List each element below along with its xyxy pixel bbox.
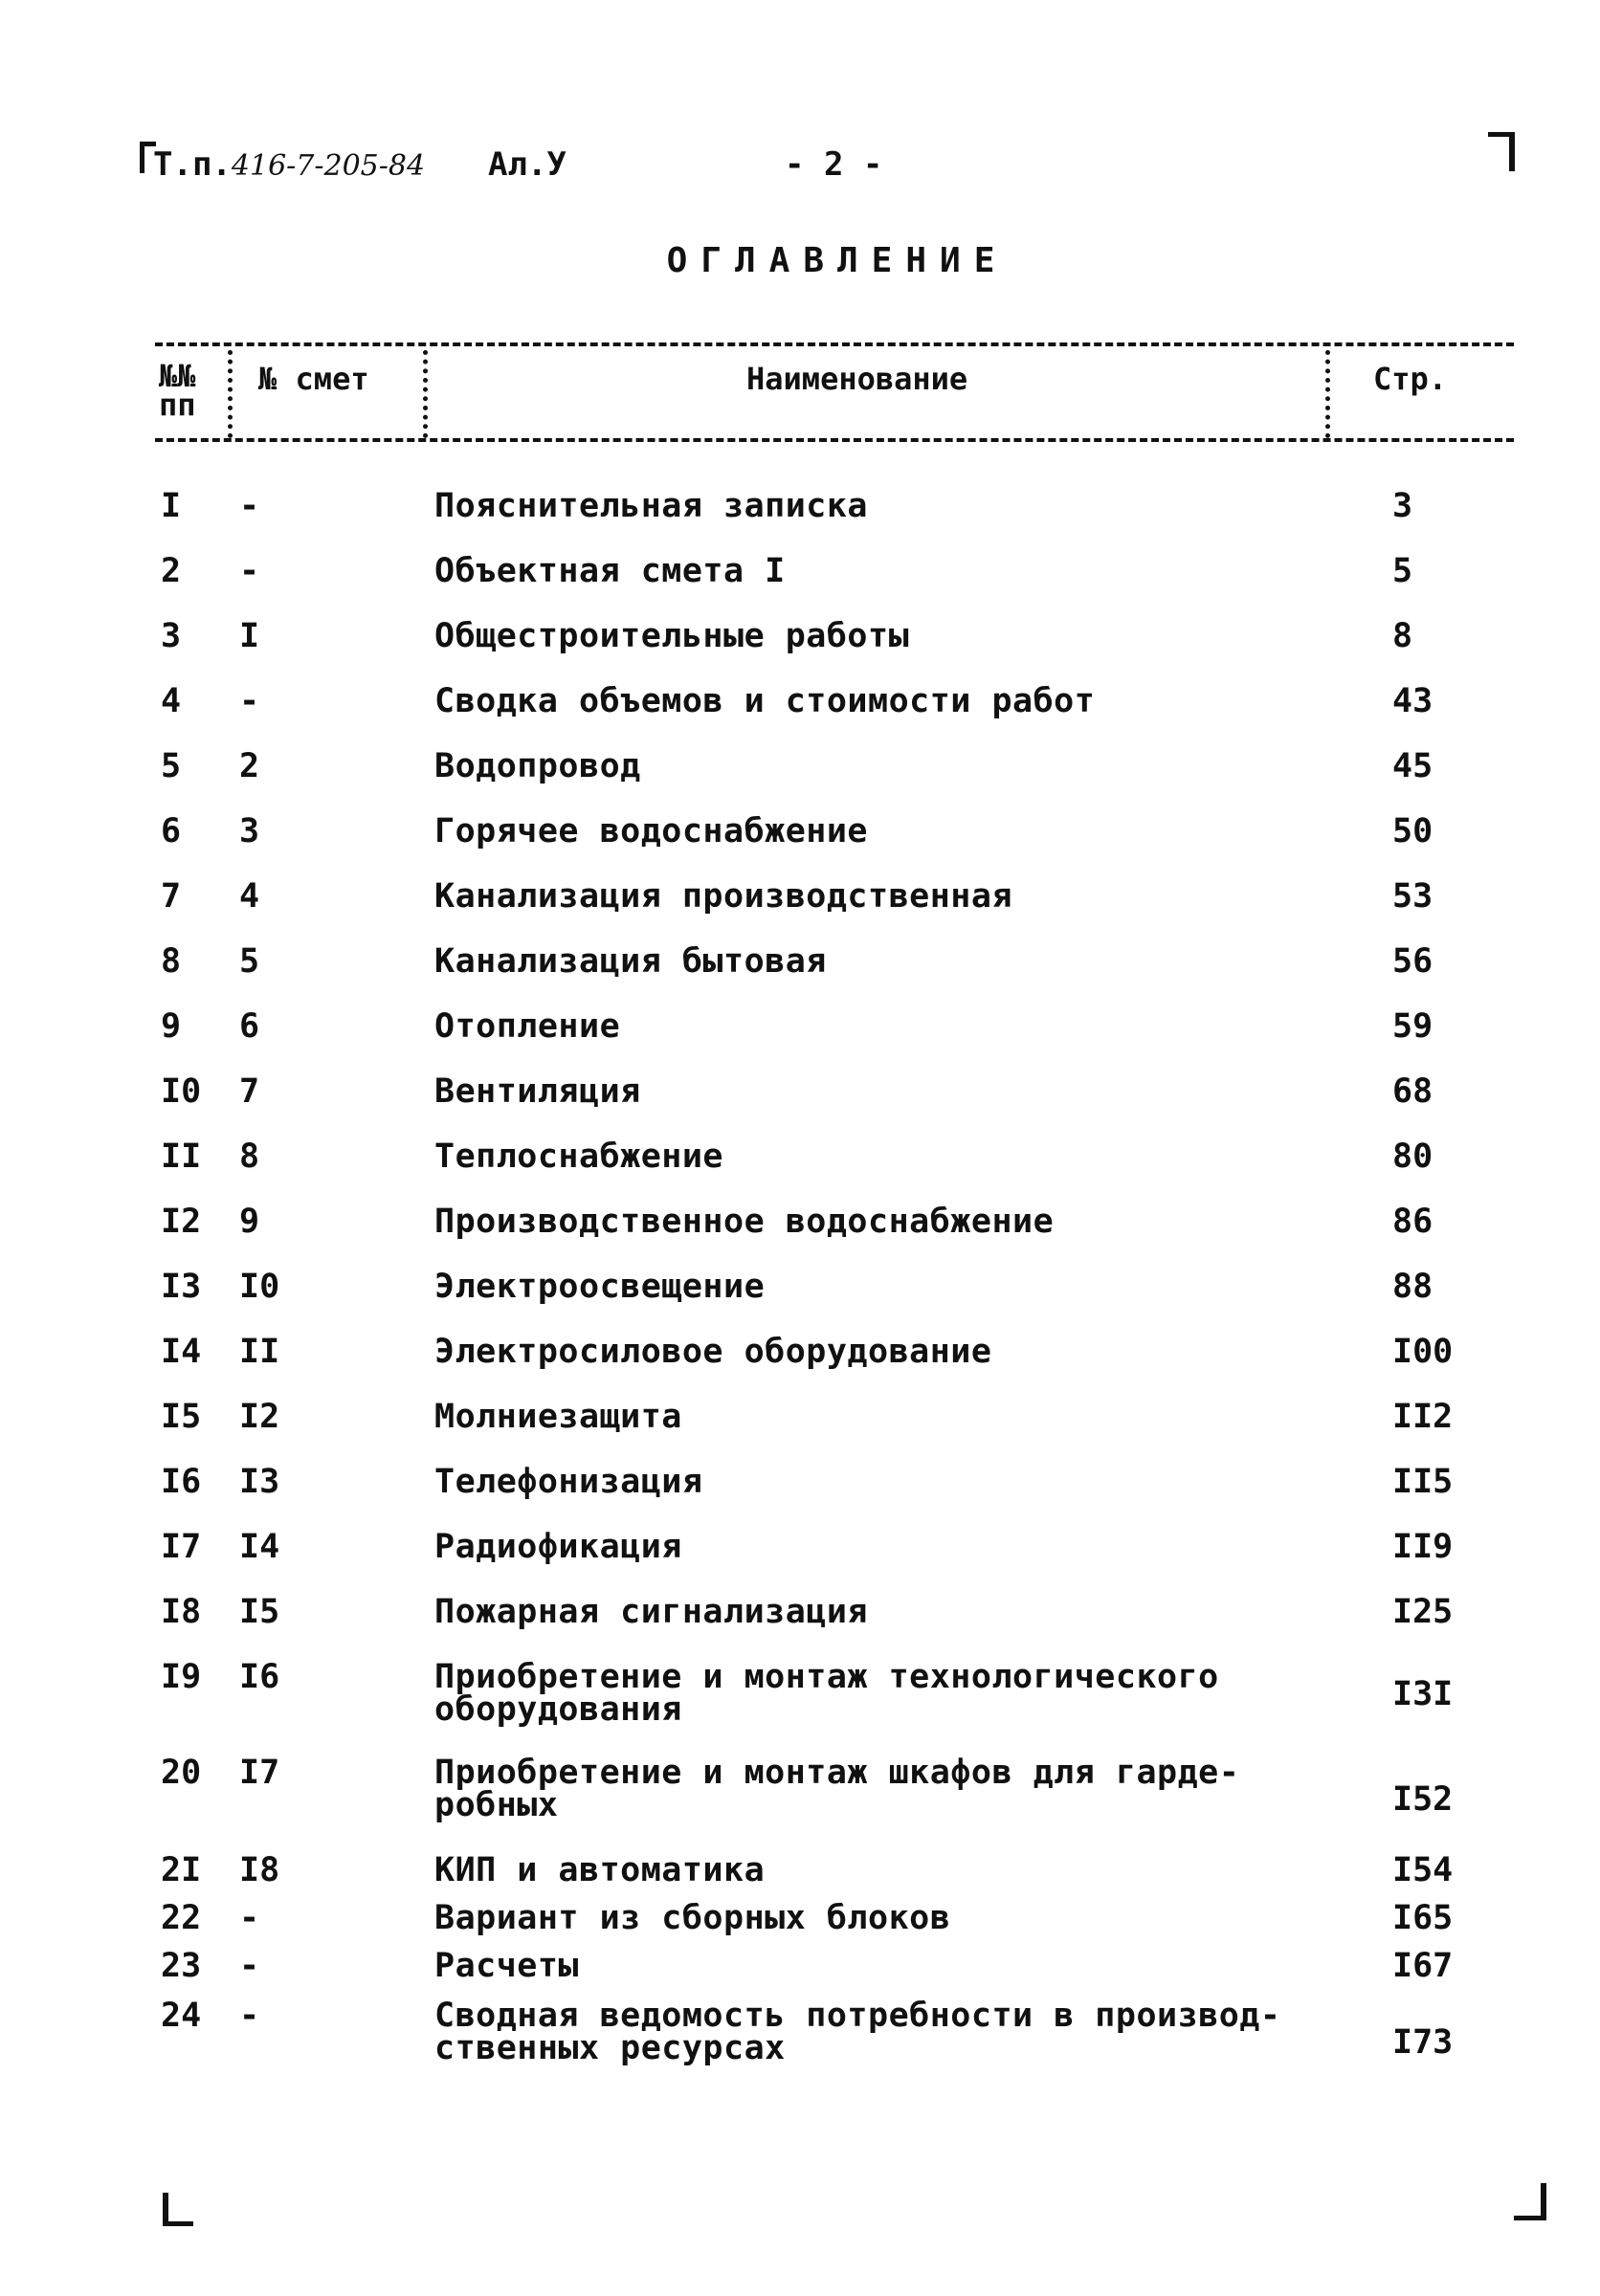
row-estimate: - [239,1899,260,1937]
row-number: 8 [161,942,182,981]
row-name: Вентиляция [434,1072,641,1111]
row-name-continuation: ственных ресурсах [434,2029,786,2067]
row-name: Пожарная сигнализация [434,1593,869,1631]
row-page: 8 [1392,617,1413,655]
row-page: I00 [1392,1333,1454,1371]
column-header-page: Стр. [1373,361,1448,397]
row-page: I65 [1392,1899,1454,1937]
row-name: Водопровод [434,747,641,785]
row-number: 2I [161,1851,202,1889]
row-page: I67 [1392,1947,1454,1985]
row-number: I9 [161,1658,202,1696]
row-estimate: I3 [239,1463,280,1501]
column-divider-1 [228,350,233,438]
row-page: I73 [1392,2023,1454,2062]
page-title: ОГЛАВЛЕНИЕ [666,241,1009,280]
row-page: 59 [1392,1007,1433,1046]
row-page: II9 [1392,1528,1454,1566]
row-number: II [161,1137,202,1176]
row-estimate: 3 [239,812,260,850]
row-name: Сводная ведомость потребности в производ- [434,1997,1281,2035]
table-header-bottom-border [155,438,1514,442]
row-name: Объектная смета I [434,552,786,590]
row-name: Сводка объемов и стоимости работ [434,682,1096,720]
row-page: I54 [1392,1851,1454,1889]
corner-mark-bottom-left [163,2193,193,2226]
document-code [153,144,425,186]
corner-mark-top-right [1488,132,1515,171]
row-name: КИП и автоматика [434,1851,766,1889]
row-name-continuation: робных [434,1786,559,1824]
row-number: I7 [161,1528,202,1566]
row-number: 7 [161,877,182,916]
row-estimate: 9 [239,1203,260,1241]
row-name: Расчеты [434,1947,580,1985]
album-label: Ал.У [488,145,567,184]
corner-mark-bottom-right [1514,2183,1546,2220]
row-page: I3I [1392,1675,1454,1713]
row-number: I [161,487,182,525]
row-name: Горячее водоснабжение [434,812,869,850]
row-page: 43 [1392,682,1433,720]
row-page: I52 [1392,1780,1454,1819]
row-page: 80 [1392,1137,1433,1176]
row-estimate: I [239,617,260,655]
row-number: I2 [161,1203,202,1241]
row-number: I4 [161,1333,202,1371]
row-number: I6 [161,1463,202,1501]
row-number: I0 [161,1072,202,1111]
table-header-top-border [155,342,1514,346]
column-header-num: №№ пп [159,358,196,423]
row-estimate: 5 [239,942,260,981]
row-name: Теплоснабжение [434,1137,724,1176]
row-number: 6 [161,812,182,850]
row-estimate: I2 [239,1398,280,1436]
row-page: 53 [1392,877,1433,916]
row-estimate: 2 [239,747,260,785]
row-estimate: I8 [239,1851,280,1889]
row-estimate: - [239,1947,260,1985]
row-name: Приобретение и монтаж шкафов для гарде- [434,1754,1240,1792]
column-divider-3 [1325,350,1330,438]
row-page: 86 [1392,1203,1433,1241]
row-estimate: 4 [239,877,260,916]
row-name: Электроосвещение [434,1268,766,1306]
row-name: Вариант из сборных блоков [434,1899,951,1937]
row-number: 5 [161,747,182,785]
row-number: 24 [161,1997,202,2035]
row-page: II2 [1392,1398,1454,1436]
row-name: Пояснительная записка [434,487,869,525]
row-name: Отопление [434,1007,621,1046]
row-page: I25 [1392,1593,1454,1631]
column-header-name: Наименование [746,361,968,397]
page-number: - 2 - [785,145,883,184]
row-number: 3 [161,617,182,655]
doc-number: 416-7-205-84 [231,149,426,183]
row-number: I8 [161,1593,202,1631]
row-name: Электросиловое оборудование [434,1333,992,1371]
row-name: Радиофикация [434,1528,682,1566]
row-name: Приобретение и монтаж технологического [434,1658,1219,1696]
row-estimate: - [239,552,260,590]
row-estimate: I5 [239,1593,280,1631]
row-name: Производственное водоснабжение [434,1203,1055,1241]
row-page: 45 [1392,747,1433,785]
row-page: 68 [1392,1072,1433,1111]
row-number: 22 [161,1899,202,1937]
row-number: I3 [161,1268,202,1306]
row-name-continuation: оборудования [434,1690,682,1729]
doc-code-prefix: Т.п. [153,145,232,184]
row-name: Канализация производственная [434,877,1013,916]
row-number: 20 [161,1754,202,1792]
column-divider-2 [423,350,428,438]
row-page: 88 [1392,1268,1433,1306]
row-estimate: 6 [239,1007,260,1046]
row-estimate: I4 [239,1528,280,1566]
row-name: Молниезащита [434,1398,682,1436]
row-page: 3 [1392,487,1413,525]
row-page: 56 [1392,942,1433,981]
row-page: II5 [1392,1463,1454,1501]
row-estimate: I0 [239,1268,280,1306]
row-estimate: 7 [239,1072,260,1111]
row-estimate: - [239,682,260,720]
row-estimate: 8 [239,1137,260,1176]
row-estimate: I6 [239,1658,280,1696]
row-number: 4 [161,682,182,720]
row-page: 5 [1392,552,1413,590]
row-number: I5 [161,1398,202,1436]
row-estimate: - [239,1997,260,2035]
column-header-estimate: № смет [258,361,369,397]
row-estimate: I7 [239,1754,280,1792]
row-number: 9 [161,1007,182,1046]
row-name: Канализация бытовая [434,942,827,981]
row-estimate: - [239,487,260,525]
row-estimate: II [239,1333,280,1371]
row-name: Общестроительные работы [434,617,910,655]
row-name: Телефонизация [434,1463,703,1501]
row-page: 50 [1392,812,1433,850]
row-number: 2 [161,552,182,590]
row-number: 23 [161,1947,202,1985]
